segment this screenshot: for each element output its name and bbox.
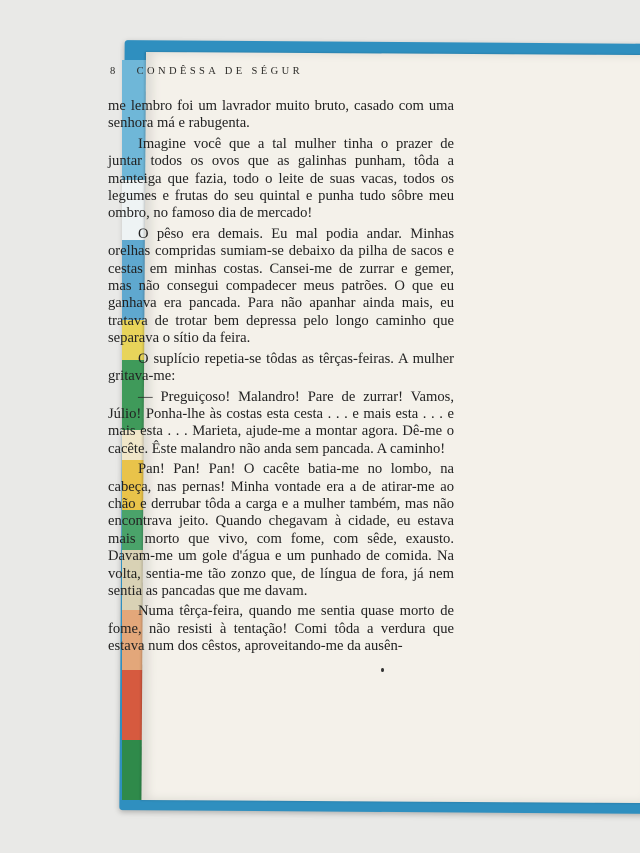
paragraph: — Preguiçoso! Malandro! Pare de zurrar! Vamos, Júlio! Ponha-lhe às costas esta cesta . . . e mais esta . . . e mais esta . . . Marieta, ajude-me a montar agora. Dê-me o cacête. Êste malandro não anda sem pancada. A caminho! — [108, 388, 454, 457]
page-text — [108, 98, 454, 659]
paragraph: me lembro foi um lavrador muito bruto, casado com uma senhora má e rabugenta. — [108, 98, 454, 132]
ink-speck — [381, 668, 384, 672]
running-head — [110, 66, 470, 77]
paragraph: O pêso era demais. Eu mal podia andar. Minhas orelhas compridas sumiam-se debaixo da pilha de sacos e cestas em minhas costas. Cansei-me de zurrar e gemer, mas não consegui compadecer meus patrões. O que eu ganhava era pancada. Para não apanhar ainda mais, eu tratava de trotar bem depressa pelo longo caminho que separava o sítio da feira. — [108, 225, 454, 347]
running-title: CONDÊSSA DE SÉGUR — [136, 66, 303, 77]
paragraph: Pan! Pan! Pan! O cacête batia-me no lombo, na cabeça, nas pernas! Minha vontade era a de atirar-me ao chão e derrubar tôda a carga e a mulher também, mas não encontrava jeito. Quando chegavam à cidade, eu estava mais morto que vivo, com fome, com sêde, exausto. Davam-me um gole d'água e um punhado de comida. Na volta, sentia-me tão zonzo que, de língua de fora, já nem sentia as pancadas que me davam. — [108, 461, 454, 599]
paragraph: Imagine você que a tal mulher tinha o prazer de juntar todos os ovos que as galinhas punham, tôda a manteiga que fazia, todo o leite de suas vacas, todos os legumes e frutas do seu quintal e punha tudo sôbre meu ombro, no famoso dia de mercado! — [108, 135, 454, 222]
paragraph: O suplício repetia-se tôdas as têrças-feiras. A mulher gritava-me: — [108, 350, 454, 385]
page-number: 8 — [110, 66, 119, 77]
paragraph: Numa têrça-feira, quando me sentia quase morto de fome, não resisti à tentação! Comi tôda a verdura que estava num dos cêstos, aproveitando-me da ausên- — [108, 603, 454, 655]
